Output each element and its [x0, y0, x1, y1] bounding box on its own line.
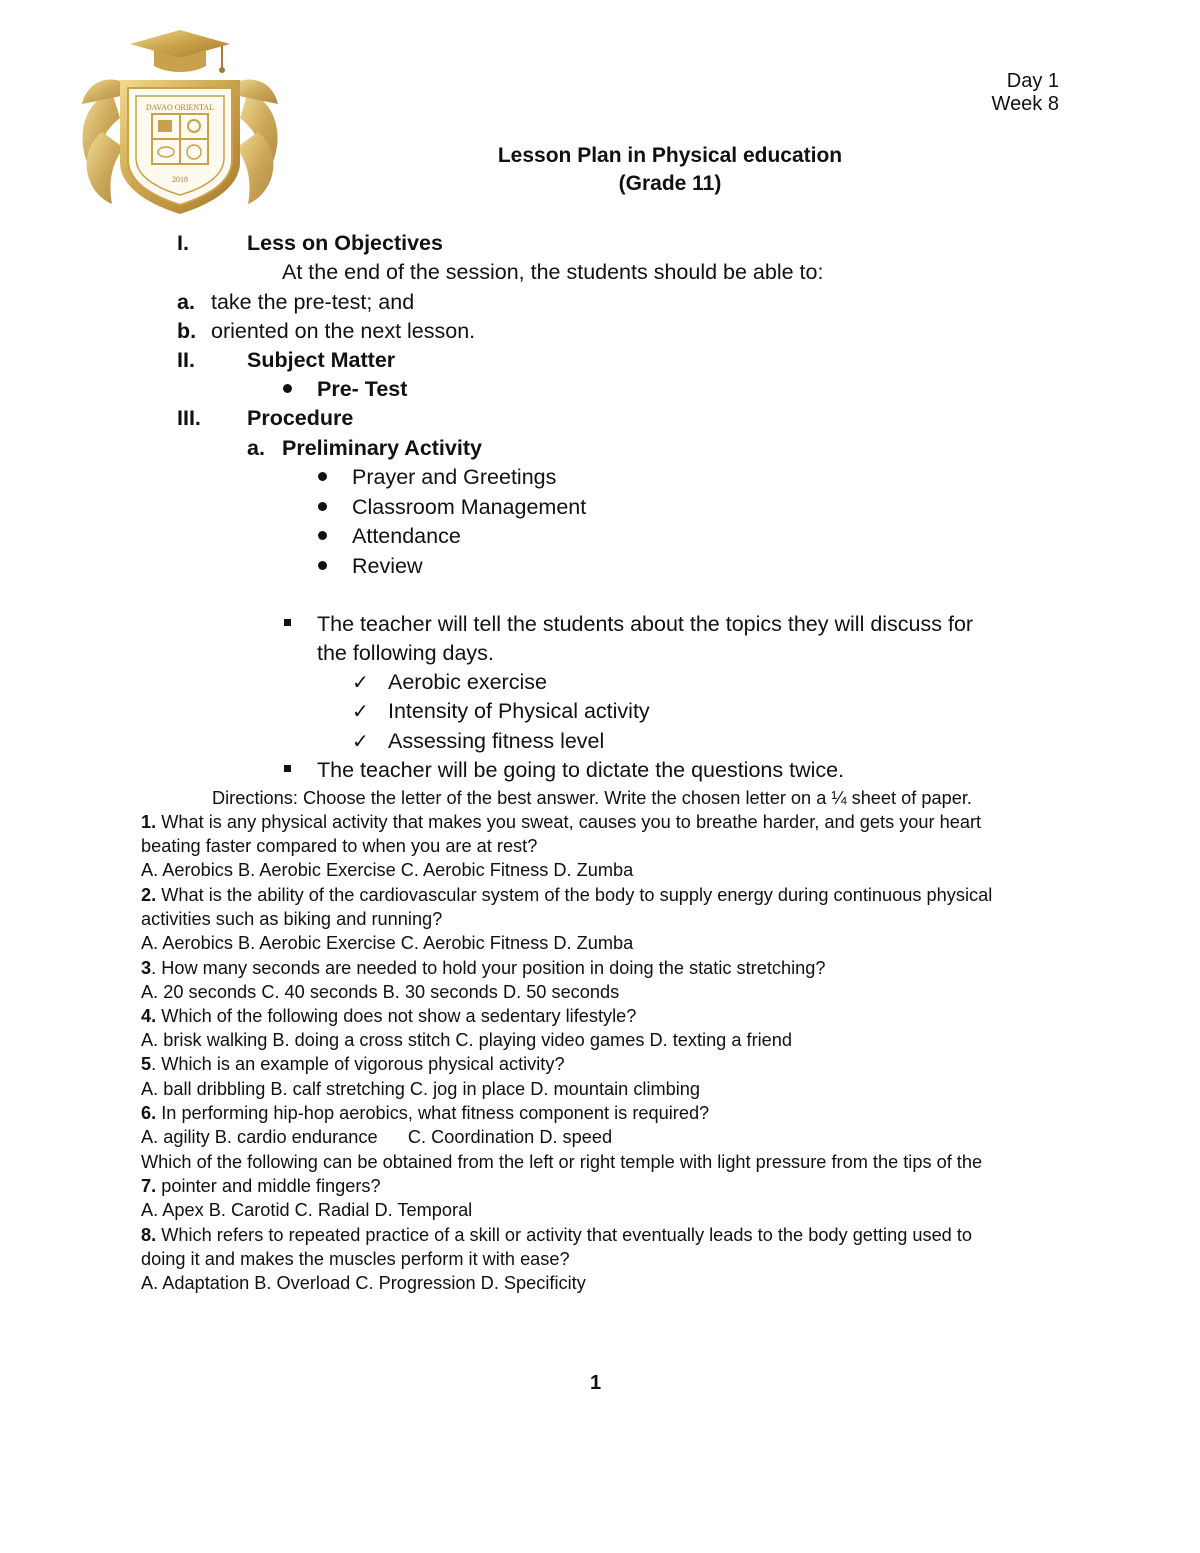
question-8-choices: A. Adaptation B. Overload C. Progression D. Specificity — [141, 1273, 586, 1293]
seal-top-text: DAVAO ORIENTAL — [145, 103, 215, 112]
page-subtitle: (Grade 11) — [618, 172, 722, 195]
question-5-line1 — [141, 1052, 565, 1076]
section-3-numeral: III. — [177, 406, 201, 430]
checkmark-icon: ✓ — [352, 672, 369, 694]
seal-year: 2018 — [172, 175, 188, 184]
checkmark-icon: ✓ — [352, 731, 369, 753]
topic-item: Assessing fitness level — [388, 729, 605, 753]
question-2-text: What is the ability of the cardiovascular system of the body to supply energy during continuous physical — [156, 885, 993, 905]
question-6-text: In performing hip-hop aerobics, what fitness component is required? — [156, 1103, 710, 1123]
question-2-choices: A. Aerobics B. Aerobic Exercise C. Aerobic Fitness D. Zumba — [141, 933, 634, 953]
objective-b-marker: b. — [177, 319, 197, 343]
question-6-line1 — [141, 1101, 709, 1125]
checkmark-icon: ✓ — [352, 701, 369, 723]
question-1-number: 1. — [141, 812, 157, 832]
prelim-item: Review — [352, 554, 423, 578]
section-2-numeral: II. — [177, 348, 195, 372]
bullet-icon — [318, 472, 327, 481]
day-label: Day 1 — [1006, 70, 1059, 92]
preliminary-marker: a. — [247, 436, 265, 460]
question-5-number: 5 — [141, 1054, 152, 1074]
question-8-number: 8. — [141, 1225, 157, 1245]
bullet-icon — [283, 384, 292, 393]
question-8-line2: doing it and makes the muscles perform it with ease? — [141, 1249, 570, 1269]
question-6-choices: A. agility B. cardio endurance C. Coordination D. speed — [141, 1127, 613, 1147]
prelim-item: Attendance — [352, 524, 461, 548]
objective-b — [177, 317, 475, 347]
question-1-text: What is any physical activity that makes you sweat, causes you to breathe harder, and gets your heart — [156, 812, 982, 832]
preliminary-heading — [247, 434, 482, 464]
question-3-text: . How many seconds are needed to hold your position in doing the static stretching? — [151, 958, 826, 978]
question-7-line0: Which of the following can be obtained from the left or right temple with light pressure from the tips of the — [141, 1152, 983, 1172]
question-7-line1 — [141, 1174, 381, 1198]
page-title: Lesson Plan in Physical education — [497, 144, 843, 167]
question-8-line1 — [141, 1223, 972, 1247]
square-bullet-icon — [284, 619, 291, 626]
question-3-choices: A. 20 seconds C. 40 seconds B. 30 seconds D. 50 seconds — [141, 982, 620, 1002]
teacher-note-2: The teacher will be going to dictate the questions twice. — [317, 758, 845, 782]
preliminary-title: Preliminary Activity — [282, 436, 482, 460]
question-7-text: pointer and middle fingers? — [156, 1176, 381, 1196]
question-5-text: . Which is an example of vigorous physical activity? — [151, 1054, 565, 1074]
question-7-number: 7. — [141, 1176, 157, 1196]
question-1-choices: A. Aerobics B. Aerobic Exercise C. Aerobic Fitness D. Zumba — [141, 860, 634, 880]
topic-item: Intensity of Physical activity — [388, 699, 650, 723]
question-6-number: 6. — [141, 1103, 157, 1123]
objective-a — [177, 288, 414, 318]
section-3-title: Procedure — [247, 406, 354, 430]
section-2-heading — [177, 346, 395, 376]
section-3-heading — [177, 404, 353, 434]
objective-b-text: oriented on the next lesson. — [211, 319, 476, 343]
question-7-choices: A. Apex B. Carotid C. Radial D. Temporal — [141, 1200, 473, 1220]
question-2-number: 2. — [141, 885, 157, 905]
prelim-item: Classroom Management — [352, 495, 587, 519]
question-2-line1 — [141, 883, 992, 907]
question-8-text: Which refers to repeated practice of a skill or activity that eventually leads to the body getting used to — [156, 1225, 973, 1245]
page-number: 1 — [590, 1372, 602, 1394]
question-4-text: Which of the following does not show a sedentary lifestyle? — [156, 1006, 637, 1026]
question-4-number: 4. — [141, 1006, 157, 1026]
subject-item: Pre- Test — [317, 377, 408, 401]
quiz-directions: Directions: Choose the letter of the best answer. Write the chosen letter on a ¼ sheet of paper. — [212, 788, 972, 808]
question-3-line1 — [141, 956, 825, 980]
bullet-icon — [318, 502, 327, 511]
teacher-note-1-line2: the following days. — [317, 641, 494, 665]
section-1-title: Less on Objectives — [247, 231, 443, 255]
objectives-intro: At the end of the session, the students should be able to: — [282, 260, 824, 284]
question-5-choices: A. ball dribbling B. calf stretching C. jog in place D. mountain climbing — [141, 1079, 701, 1099]
question-4-choices: A. brisk walking B. doing a cross stitch C. playing video games D. texting a friend — [141, 1030, 793, 1050]
section-1-heading — [177, 229, 443, 259]
question-1-line2: beating faster compared to when you are at rest? — [141, 836, 538, 856]
question-2-line2: activities such as biking and running? — [141, 909, 443, 929]
objective-a-marker: a. — [177, 290, 195, 314]
question-1-line1 — [141, 810, 981, 834]
objective-a-text: take the pre-test; and — [211, 290, 415, 314]
square-bullet-icon — [284, 765, 291, 772]
section-2-title: Subject Matter — [247, 348, 396, 372]
teacher-note-1-line1: The teacher will tell the students about the topics they will discuss for — [317, 612, 974, 636]
section-1-numeral: I. — [177, 231, 189, 255]
bullet-icon — [318, 561, 327, 570]
topic-item: Aerobic exercise — [388, 670, 547, 694]
question-4-line1 — [141, 1004, 636, 1028]
prelim-item: Prayer and Greetings — [352, 465, 557, 489]
school-seal-logo — [72, 22, 288, 218]
question-3-number: 3 — [141, 958, 152, 978]
bullet-icon — [318, 531, 327, 540]
week-label: Week 8 — [991, 93, 1059, 115]
day-week-block — [992, 70, 1059, 116]
